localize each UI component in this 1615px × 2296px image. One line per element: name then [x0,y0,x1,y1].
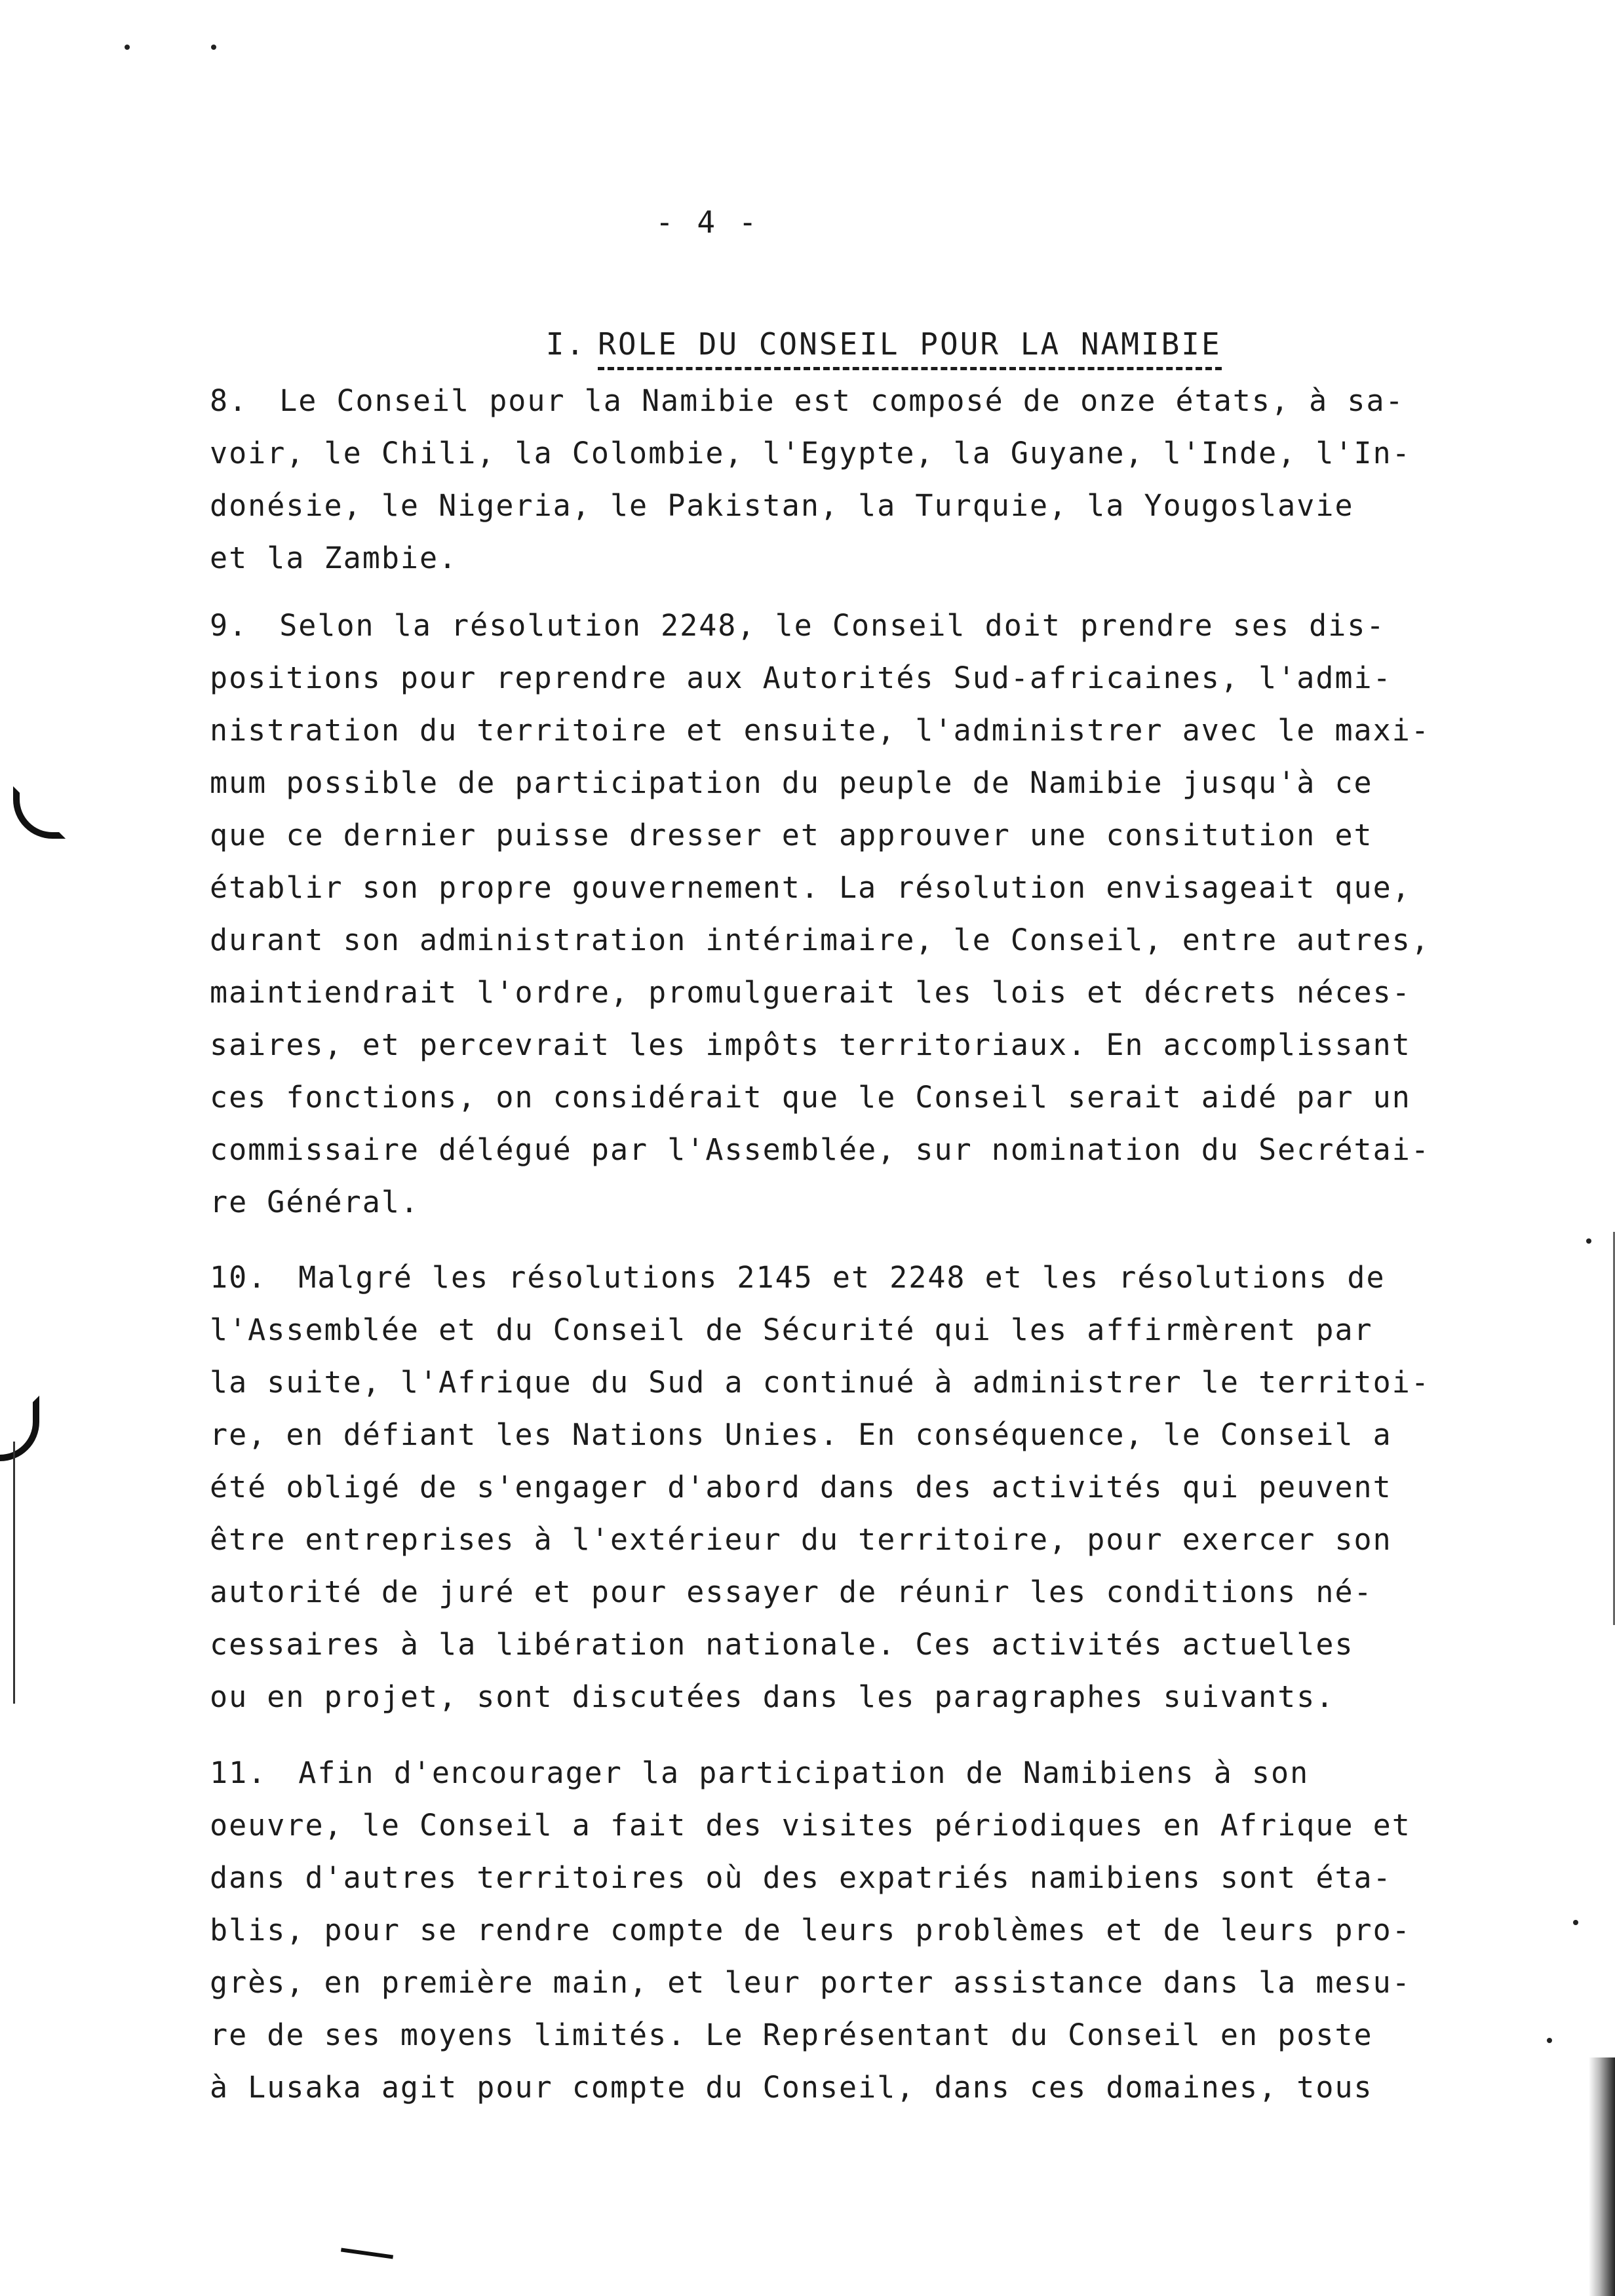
paragraph-number: 11. [210,1755,267,1790]
line-text: Afin d'encourager la participation de Namibiens à son [298,1755,1310,1790]
paragraph-number: 8. [210,383,248,418]
section-number: I. [545,326,587,362]
paragraph-line: la suite, l'Afrique du Sud a continué à administrer le territoi- [210,1365,1430,1400]
scan-mark-bracket [0,1396,39,1461]
paragraph-line: donésie, le Nigeria, le Pakistan, la Turquie, la Yougoslavie [210,488,1354,523]
paragraph-number: 10. [210,1260,267,1295]
paragraph-10 [210,1252,1455,1723]
paragraph-line: re de ses moyens limités. Le Représentant du Conseil en poste [210,2018,1373,2052]
paragraph-8 [210,375,1455,584]
section-title: ROLE DU CONSEIL POUR LA NAMIBIE [598,326,1222,370]
paragraph-line [210,600,1455,652]
paragraph-line: voir, le Chili, la Colombie, l'Egypte, la Guyane, l'Inde, l'In- [210,436,1411,470]
paragraph-line: grès, en première main, et leur porter assistance dans la mesu- [210,1965,1411,2000]
paragraph-line: dans d'autres territoires où des expatriés namibiens sont éta- [210,1860,1392,1895]
paragraph-line: commissaire délégué par l'Assemblée, sur nomination du Secrétai- [210,1132,1430,1167]
paragraph-line: maintiendrait l'ordre, promulguerait les lois et décrets néces- [210,975,1411,1010]
scan-edge-shadow [1589,2057,1615,2296]
line-text: Malgré les résolutions 2145 et 2248 et les résolutions de [298,1260,1386,1295]
paragraph-line: durant son administration intérimaire, le Conseil, entre autres, [210,923,1430,957]
paragraph-line [210,1747,1455,1799]
paragraph-line: blis, pour se rendre compte de leurs problèmes et de leurs pro- [210,1913,1411,1947]
paragraph-line: et la Zambie. [210,541,458,575]
paragraph-line: positions pour reprendre aux Autorités Sud-africaines, l'admi- [210,660,1392,695]
paragraph-number: 9. [210,608,248,643]
scan-speck [125,45,130,50]
paragraph-line: que ce dernier puisse dresser et approuver une consitution et [210,818,1373,852]
paragraph-line: mum possible de participation du peuple de Namibie jusqu'à ce [210,765,1373,800]
paragraph-line: saires, et percevrait les impôts territoriaux. En accomplissant [210,1027,1411,1062]
paragraph-line: à Lusaka agit pour compte du Conseil, dans ces domaines, tous [210,2070,1373,2105]
paragraph-9 [210,600,1455,1229]
scan-speck [211,45,216,50]
paragraph-line: établir son propre gouvernement. La résolution envisageait que, [210,870,1411,905]
scan-mark-stroke [341,2248,393,2259]
paragraph-line: autorité de juré et pour essayer de réunir les conditions né- [210,1575,1373,1609]
scan-mark-rule [13,1442,15,1704]
paragraph-11 [210,1747,1455,2114]
scan-speck [1547,2038,1552,2043]
scan-mark-bracket [13,786,66,839]
paragraph-line: être entreprises à l'extérieur du territoire, pour exercer son [210,1522,1392,1557]
line-text: Le Conseil pour la Namibie est composé de onze états, à sa- [279,383,1405,418]
paragraph-line: re Général. [210,1185,420,1219]
paragraph-line: oeuvre, le Conseil a fait des visites périodiques en Afrique et [210,1808,1411,1843]
paragraph-line: re, en défiant les Nations Unies. En conséquence, le Conseil a [210,1417,1392,1452]
line-text: Selon la résolution 2248, le Conseil doit prendre ses dis- [279,608,1386,643]
paragraph-line: été obligé de s'engager d'abord dans des activités qui peuvent [210,1470,1392,1504]
paragraph-line: nistration du territoire et ensuite, l'administrer avec le maxi- [210,713,1430,748]
paragraph-line [210,1252,1455,1304]
paragraph-line: ces fonctions, on considérait que le Conseil serait aidé par un [210,1080,1411,1115]
paragraph-line: ou en projet, sont discutées dans les paragraphes suivants. [210,1679,1335,1714]
page-number: - 4 - [655,204,760,240]
scan-speck [1573,1920,1578,1925]
scan-speck [1586,1238,1591,1244]
paragraph-line [210,375,1455,427]
paragraph-line: l'Assemblée et du Conseil de Sécurité qui les affirmèrent par [210,1312,1373,1347]
paragraph-line: cessaires à la libération nationale. Ces activités actuelles [210,1627,1354,1662]
